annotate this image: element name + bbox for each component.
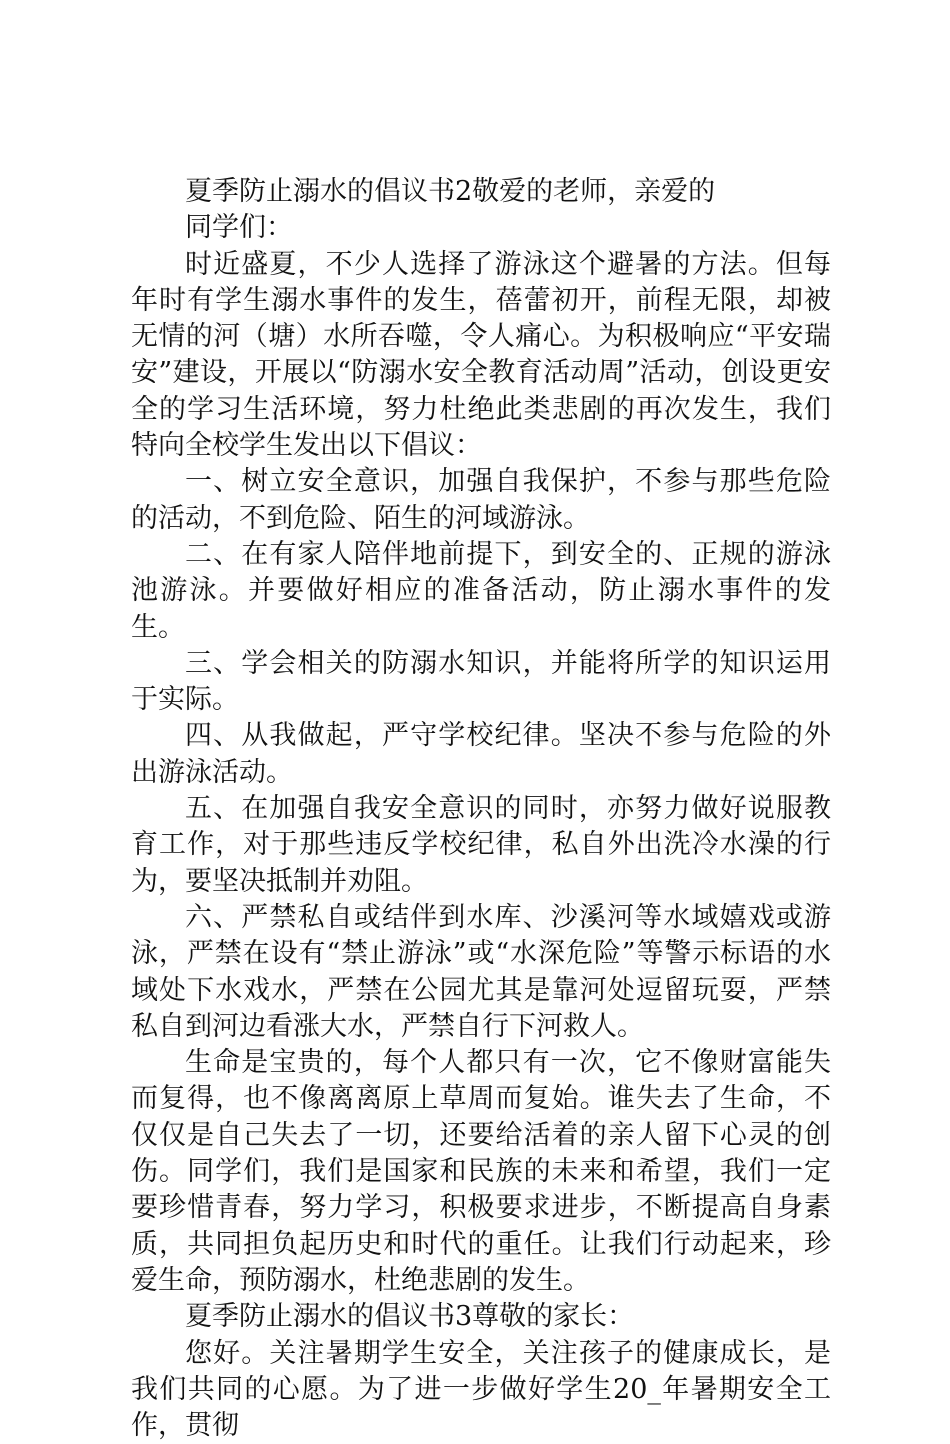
paragraph-item-5: 五、在加强自我安全意识的同时，亦努力做好说服教育工作，对于那些违反学校纪律，私自外出洗冷水澡的行为，要坚决抵制并劝阻。: [131, 791, 831, 900]
paragraph-salutation: 同学们：: [131, 210, 831, 246]
paragraph-parent-letter: 您好。关注暑期学生安全，关注孩子的健康成长，是我们共同的心愿。为了进一步做好学生20_年暑期安全工作，贯彻: [131, 1336, 831, 1444]
paragraph-item-1: 一、树立安全意识，加强自我保护，不参与那些危险的活动，不到危险、陌生的河域游泳。: [131, 464, 831, 537]
paragraph-conclusion: 生命是宝贵的，每个人都只有一次，它不像财富能失而复得，也不像离离原上草周而复始。谁失去了生命，不仅仅是自己失去了一切，还要给活着的亲人留下心灵的创伤。同学们，我们是国家和民族的未来和希望，我们一定要珍惜青春，努力学习，积极要求进步，不断提高自身素质，共同担负起历史和时代的重任。让我们行动起来，珍爱生命，预防溺水，杜绝悲剧的发生。: [131, 1045, 831, 1299]
paragraph-item-2: 二、在有家人陪伴地前提下，到安全的、正规的游泳池游泳。并要做好相应的准备活动，防止溺水事件的发生。: [131, 537, 831, 646]
document-body: [131, 174, 831, 1444]
paragraph-title-2: 夏季防止溺水的倡议书2敬爱的老师，亲爱的: [131, 174, 831, 210]
paragraph-item-3: 三、学会相关的防溺水知识，并能将所学的知识运用于实际。: [131, 646, 831, 719]
paragraph-title-3: 夏季防止溺水的倡议书3尊敬的家长：: [131, 1299, 831, 1335]
paragraph-item-6: 六、严禁私自或结伴到水库、沙溪河等水域嬉戏或游泳，严禁在设有“禁止游泳”或“水深危险”等警示标语的水域处下水戏水，严禁在公园尤其是靠河处逗留玩耍，严禁私自到河边看涨大水，严禁自行下河救人。: [131, 900, 831, 1045]
paragraph-item-4: 四、从我做起，严守学校纪律。坚决不参与危险的外出游泳活动。: [131, 718, 831, 791]
paragraph-intro: 时近盛夏，不少人选择了游泳这个避暑的方法。但每年时有学生溺水事件的发生，蓓蕾初开，前程无限，却被无情的河（塘）水所吞噬，令人痛心。为积极响应“平安瑞安”建设，开展以“防溺水安全教育活动周”活动，创设更安全的学习生活环境，努力杜绝此类悲剧的再次发生，我们特向全校学生发出以下倡议：: [131, 247, 831, 465]
